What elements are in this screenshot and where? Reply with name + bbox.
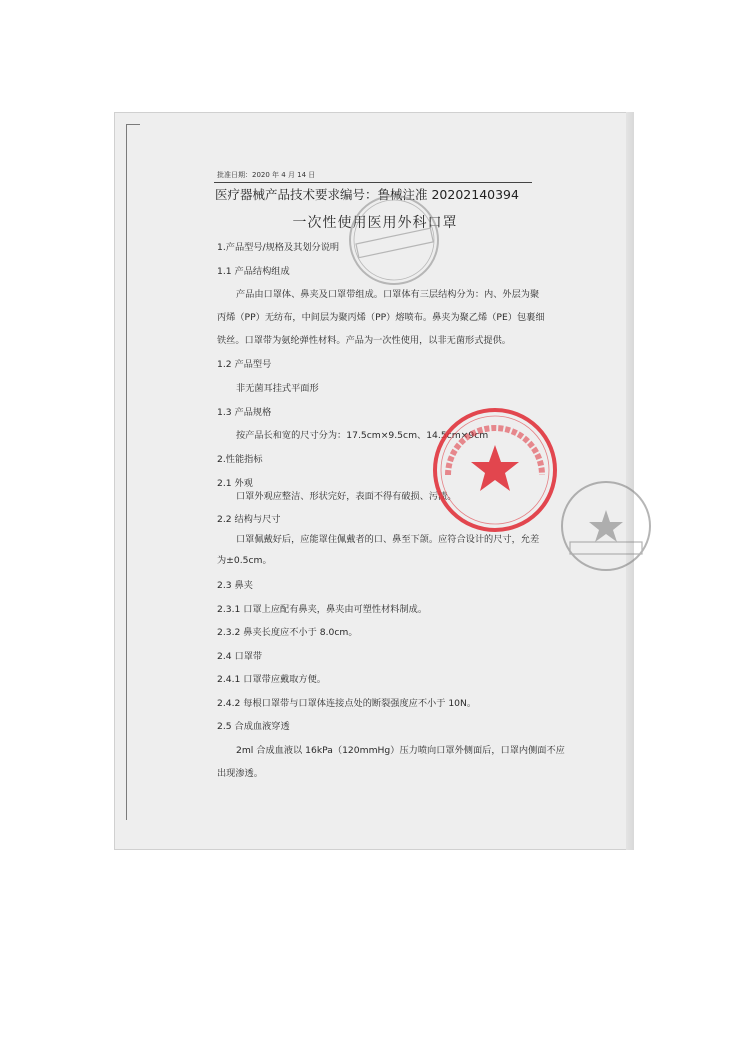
scan-edge-tick	[126, 124, 140, 125]
paragraph-line: 出现渗透。	[217, 768, 263, 779]
section-heading: 1.产品型号/规格及其划分说明	[217, 242, 340, 253]
subsection-heading: 1.2 产品型号	[217, 359, 272, 370]
paragraph-line: 产品由口罩体、鼻夹及口罩带组成。口罩体有三层结构分为：内、外层为聚	[236, 289, 540, 300]
paragraph-line: 铁丝。口罩带为氨纶弹性材料。产品为一次性使用，以非无菌形式提供。	[217, 335, 511, 346]
paragraph-line: 为±0.5cm。	[217, 555, 272, 566]
subsection-heading: 2.3 鼻夹	[217, 580, 253, 591]
subsection-heading: 2.2 结构与尺寸	[217, 514, 281, 525]
paragraph-line: 2.3.2 鼻夹长度应不小于 8.0cm。	[217, 627, 358, 638]
admin-stamp-top	[344, 190, 444, 290]
subsection-heading: 2.5 合成血液穿透	[217, 721, 290, 732]
standard-number-title: 医疗器械产品技术要求编号：鲁械注准 20202140394	[215, 187, 519, 202]
section-heading: 2.性能指标	[217, 454, 263, 465]
subsection-heading: 1.3 产品规格	[217, 407, 272, 418]
subsection-heading: 2.4 口罩带	[217, 651, 263, 662]
header-rule	[214, 182, 532, 183]
company-seal	[430, 405, 560, 535]
paragraph-line: 2.4.2 每根口罩带与口罩体连接点处的断裂强度应不小于 10N。	[217, 698, 477, 709]
paragraph-line: 2.3.1 口罩上应配有鼻夹，鼻夹由可塑性材料制成。	[217, 604, 428, 615]
paragraph-line: 2ml 合成血液以 16kPa（120mmHg）压力喷向口罩外侧面后，口罩内侧面不应	[236, 745, 565, 756]
paragraph-line: 口罩佩戴好后，应能罩住佩戴者的口、鼻至下颌。应符合设计的尺寸，允差	[236, 534, 540, 545]
approval-date: 批准日期：2020 年 4 月 14 日	[217, 171, 316, 179]
paragraph-line: 2.4.1 口罩带应戴取方便。	[217, 674, 326, 685]
document-title: 一次性使用医用外科口罩	[292, 215, 458, 231]
paragraph-line: 非无菌耳挂式平面形	[236, 383, 319, 394]
subsection-heading: 2.1 外观	[217, 478, 253, 489]
admin-stamp-right	[556, 476, 656, 576]
paragraph-line: 丙烯（PP）无纺布，中间层为聚丙烯（PP）熔喷布。鼻夹为聚乙烯（PE）包裹细	[217, 312, 545, 323]
paragraph-line: 口罩外观应整洁、形状完好，表面不得有破损、污渍。	[236, 491, 457, 502]
subsection-heading: 1.1 产品结构组成	[217, 266, 290, 277]
paragraph-line: 按产品长和宽的尺寸分为：17.5cm×9.5cm、14.5cm×9cm	[236, 430, 489, 441]
star-icon	[471, 445, 519, 491]
